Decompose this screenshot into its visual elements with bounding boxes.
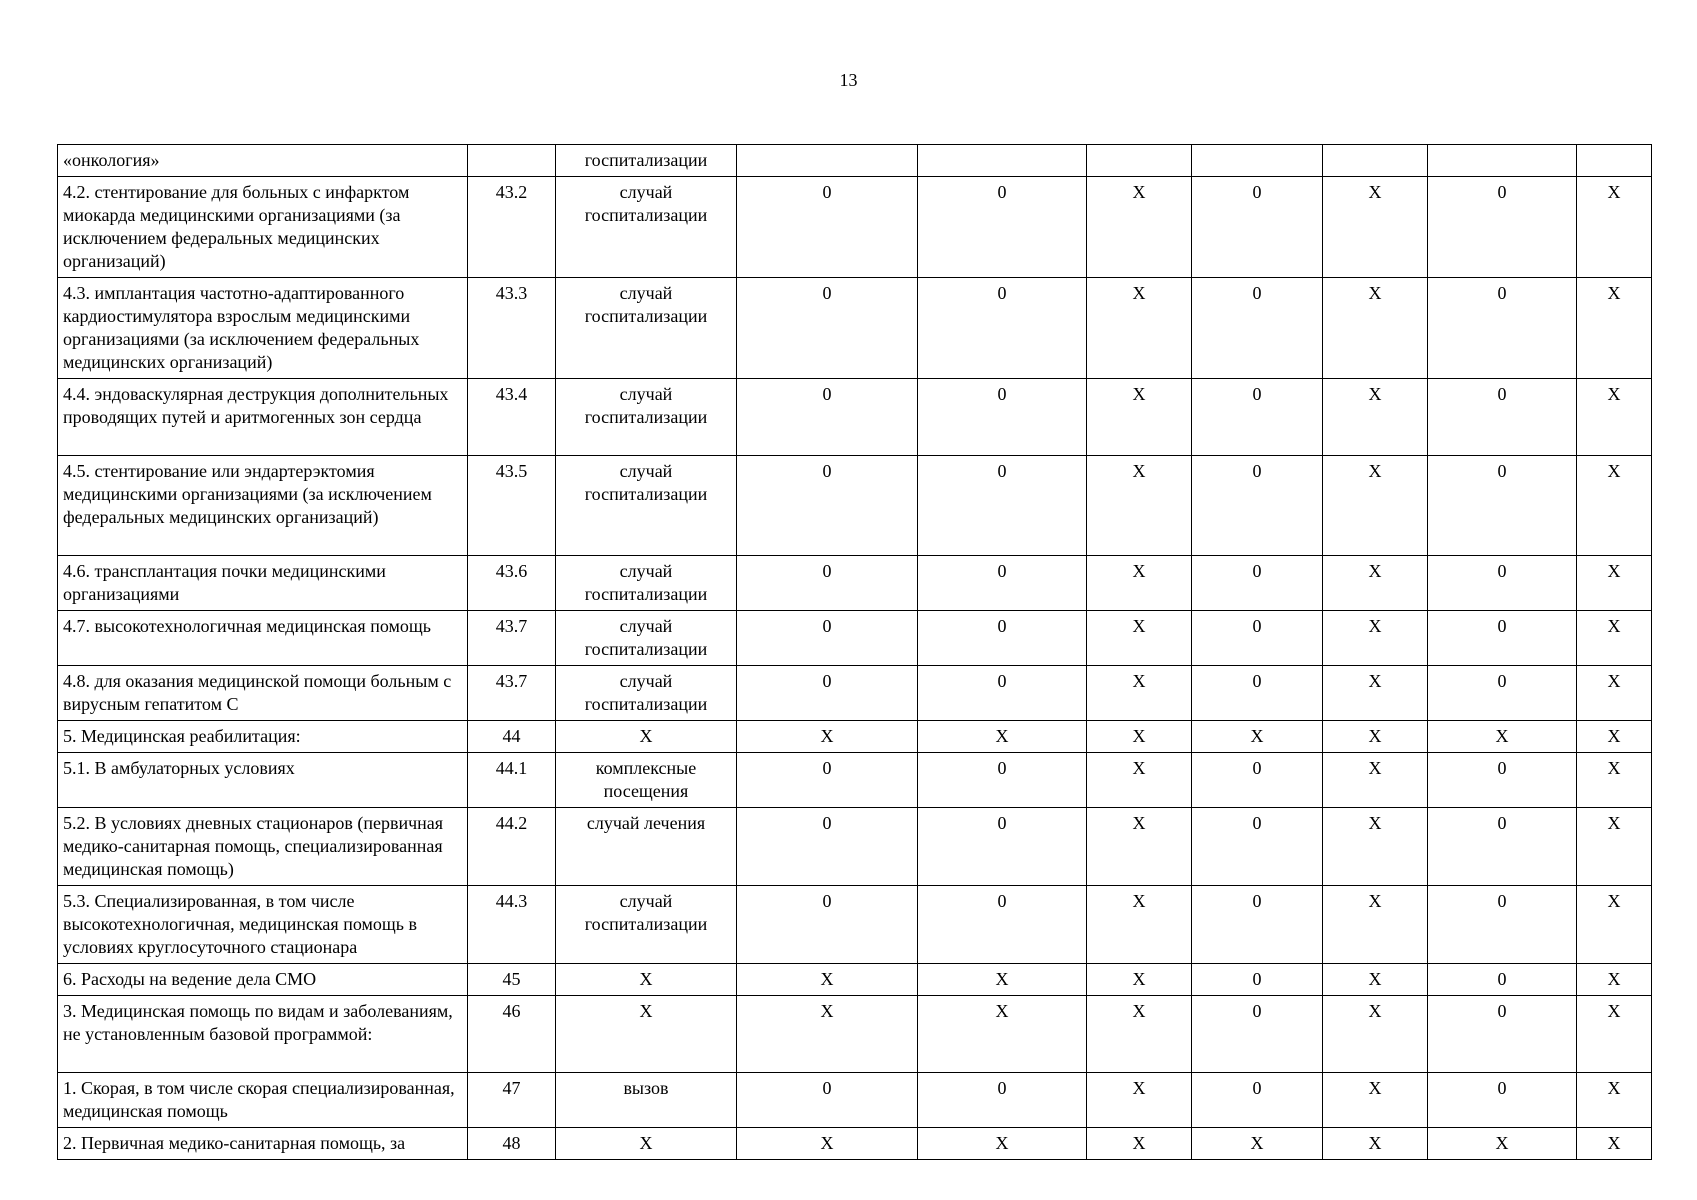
value-cell-3: Х	[1087, 753, 1192, 808]
value-cell-6: 0	[1428, 886, 1577, 964]
table-row	[58, 666, 1652, 721]
value-cell-1: 0	[737, 611, 918, 666]
value-cell-5: Х	[1323, 808, 1428, 886]
table-row	[58, 145, 1652, 177]
code-cell: 47	[468, 1073, 556, 1128]
value-cell-1: 0	[737, 556, 918, 611]
value-cell-4: 0	[1192, 379, 1323, 456]
unit-cell: случай госпитализации	[556, 611, 737, 666]
name-cell: 4.6. трансплантация почки медицинскими организациями	[58, 556, 468, 611]
value-cell-4: 0	[1192, 964, 1323, 996]
code-cell: 44.3	[468, 886, 556, 964]
unit-cell: случай госпитализации	[556, 278, 737, 379]
unit-cell: случай лечения	[556, 808, 737, 886]
unit-cell: случай госпитализации	[556, 177, 737, 278]
value-cell-5: Х	[1323, 379, 1428, 456]
value-cell-1: Х	[737, 964, 918, 996]
table-row	[58, 556, 1652, 611]
page-number: 13	[839, 70, 858, 90]
code-cell: 43.5	[468, 456, 556, 556]
table-row	[58, 278, 1652, 379]
value-cell-4: 0	[1192, 456, 1323, 556]
unit-cell: случай госпитализации	[556, 666, 737, 721]
value-cell-7: Х	[1577, 721, 1652, 753]
value-cell-5: Х	[1323, 456, 1428, 556]
value-cell-6: 0	[1428, 177, 1577, 278]
value-cell-4: Х	[1192, 1128, 1323, 1160]
value-cell-7: Х	[1577, 808, 1652, 886]
value-cell-6: Х	[1428, 1128, 1577, 1160]
value-cell-1	[737, 145, 918, 177]
value-cell-6: 0	[1428, 611, 1577, 666]
value-cell-4: 0	[1192, 996, 1323, 1073]
value-cell-5: Х	[1323, 177, 1428, 278]
value-cell-1: 0	[737, 456, 918, 556]
name-cell: 2. Первичная медико-санитарная помощь, за	[58, 1128, 468, 1160]
value-cell-6: 0	[1428, 379, 1577, 456]
value-cell-4: 0	[1192, 278, 1323, 379]
name-cell: 4.3. имплантация частотно-адаптированного кардиостимулятора взрослым медицинскими организациями (за исключением федеральных медицинских организаций)	[58, 278, 468, 379]
value-cell-1: 0	[737, 753, 918, 808]
value-cell-5	[1323, 145, 1428, 177]
value-cell-3: Х	[1087, 996, 1192, 1073]
code-cell: 44	[468, 721, 556, 753]
value-cell-4: 0	[1192, 666, 1323, 721]
code-cell: 43.6	[468, 556, 556, 611]
value-cell-2: Х	[918, 996, 1087, 1073]
value-cell-6: 0	[1428, 278, 1577, 379]
value-cell-2: 0	[918, 456, 1087, 556]
name-cell: 1. Скорая, в том числе скорая специализированная, медицинская помощь	[58, 1073, 468, 1128]
unit-cell: случай госпитализации	[556, 456, 737, 556]
value-cell-5: Х	[1323, 666, 1428, 721]
code-cell: 48	[468, 1128, 556, 1160]
value-cell-4: 0	[1192, 177, 1323, 278]
value-cell-5: Х	[1323, 1073, 1428, 1128]
value-cell-1: Х	[737, 996, 918, 1073]
value-cell-5: Х	[1323, 278, 1428, 379]
name-cell: 4.8. для оказания медицинской помощи больным с вирусным гепатитом С	[58, 666, 468, 721]
value-cell-2: Х	[918, 964, 1087, 996]
name-cell: 4.7. высокотехнологичная медицинская помощь	[58, 611, 468, 666]
value-cell-5: Х	[1323, 996, 1428, 1073]
table-row	[58, 886, 1652, 964]
value-cell-5: Х	[1323, 753, 1428, 808]
value-cell-6: 0	[1428, 556, 1577, 611]
value-cell-2: 0	[918, 666, 1087, 721]
value-cell-6: 0	[1428, 753, 1577, 808]
value-cell-7: Х	[1577, 964, 1652, 996]
value-cell-7: Х	[1577, 886, 1652, 964]
value-cell-6: 0	[1428, 964, 1577, 996]
value-cell-3: Х	[1087, 808, 1192, 886]
value-cell-1: 0	[737, 886, 918, 964]
value-cell-6: 0	[1428, 456, 1577, 556]
unit-cell: вызов	[556, 1073, 737, 1128]
unit-cell: Х	[556, 996, 737, 1073]
value-cell-7: Х	[1577, 278, 1652, 379]
code-cell	[468, 145, 556, 177]
value-cell-3: Х	[1087, 1073, 1192, 1128]
value-cell-1: 0	[737, 666, 918, 721]
value-cell-2: 0	[918, 556, 1087, 611]
value-cell-3: Х	[1087, 666, 1192, 721]
code-cell: 43.7	[468, 611, 556, 666]
unit-cell: случай госпитализации	[556, 886, 737, 964]
value-cell-7: Х	[1577, 177, 1652, 278]
value-cell-3: Х	[1087, 721, 1192, 753]
value-cell-4: 0	[1192, 886, 1323, 964]
value-cell-4: 0	[1192, 1073, 1323, 1128]
table-row	[58, 1128, 1652, 1160]
name-cell: 5. Медицинская реабилитация:	[58, 721, 468, 753]
value-cell-7: Х	[1577, 996, 1652, 1073]
table-row	[58, 456, 1652, 556]
unit-cell: комплексные посещения	[556, 753, 737, 808]
value-cell-2: Х	[918, 721, 1087, 753]
value-cell-1: Х	[737, 721, 918, 753]
value-cell-3	[1087, 145, 1192, 177]
unit-cell: Х	[556, 964, 737, 996]
code-cell: 44.1	[468, 753, 556, 808]
value-cell-7: Х	[1577, 379, 1652, 456]
value-cell-3: Х	[1087, 1128, 1192, 1160]
unit-cell: случай госпитализации	[556, 556, 737, 611]
value-cell-2: 0	[918, 611, 1087, 666]
value-cell-5: Х	[1323, 721, 1428, 753]
value-cell-3: Х	[1087, 379, 1192, 456]
code-cell: 46	[468, 996, 556, 1073]
value-cell-5: Х	[1323, 1128, 1428, 1160]
value-cell-2: 0	[918, 177, 1087, 278]
code-cell: 44.2	[468, 808, 556, 886]
value-cell-1: 0	[737, 379, 918, 456]
value-cell-2: 0	[918, 278, 1087, 379]
value-cell-2: Х	[918, 1128, 1087, 1160]
table-row	[58, 1073, 1652, 1128]
value-cell-4	[1192, 145, 1323, 177]
value-cell-5: Х	[1323, 964, 1428, 996]
value-cell-7: Х	[1577, 456, 1652, 556]
value-cell-7: Х	[1577, 1128, 1652, 1160]
value-cell-1: 0	[737, 808, 918, 886]
unit-cell: госпитализации	[556, 145, 737, 177]
value-cell-7: Х	[1577, 611, 1652, 666]
value-cell-5: Х	[1323, 556, 1428, 611]
value-cell-1: 0	[737, 278, 918, 379]
name-cell: 4.4. эндоваскулярная деструкция дополнительных проводящих путей и аритмогенных зон сердца	[58, 379, 468, 456]
value-cell-6: 0	[1428, 996, 1577, 1073]
value-cell-3: Х	[1087, 611, 1192, 666]
value-cell-2: 0	[918, 808, 1087, 886]
name-cell: 5.3. Специализированная, в том числе высокотехнологичная, медицинская помощь в условиях круглосуточного стационара	[58, 886, 468, 964]
code-cell: 45	[468, 964, 556, 996]
table-row	[58, 379, 1652, 456]
value-cell-1: 0	[737, 1073, 918, 1128]
value-cell-3: Х	[1087, 456, 1192, 556]
value-cell-7	[1577, 145, 1652, 177]
value-cell-6: 0	[1428, 808, 1577, 886]
name-cell: 4.5. стентирование или эндартерэктомия медицинскими организациями (за исключением федеральных медицинских организаций)	[58, 456, 468, 556]
name-cell: 6. Расходы на ведение дела СМО	[58, 964, 468, 996]
table-row	[58, 177, 1652, 278]
value-cell-6: 0	[1428, 1073, 1577, 1128]
value-cell-3: Х	[1087, 177, 1192, 278]
value-cell-4: 0	[1192, 556, 1323, 611]
value-cell-4: 0	[1192, 611, 1323, 666]
value-cell-2: 0	[918, 753, 1087, 808]
name-cell: 5.1. В амбулаторных условиях	[58, 753, 468, 808]
name-cell: 3. Медицинская помощь по видам и заболеваниям, не установленным базовой программой:	[58, 996, 468, 1073]
name-cell: 4.2. стентирование для больных с инфарктом миокарда медицинскими организациями (за исключением федеральных медицинских организаций)	[58, 177, 468, 278]
value-cell-2: 0	[918, 1073, 1087, 1128]
value-cell-3: Х	[1087, 556, 1192, 611]
table-row	[58, 964, 1652, 996]
table-row	[58, 753, 1652, 808]
value-cell-1: 0	[737, 177, 918, 278]
code-cell: 43.4	[468, 379, 556, 456]
value-cell-6: 0	[1428, 666, 1577, 721]
value-cell-6	[1428, 145, 1577, 177]
table-row	[58, 996, 1652, 1073]
value-cell-2: 0	[918, 379, 1087, 456]
value-cell-3: Х	[1087, 886, 1192, 964]
value-cell-4: Х	[1192, 721, 1323, 753]
unit-cell: случай госпитализации	[556, 379, 737, 456]
value-cell-2: 0	[918, 886, 1087, 964]
name-cell: «онкология»	[58, 145, 468, 177]
value-cell-5: Х	[1323, 611, 1428, 666]
unit-cell: Х	[556, 1128, 737, 1160]
value-cell-4: 0	[1192, 753, 1323, 808]
value-cell-2	[918, 145, 1087, 177]
unit-cell: Х	[556, 721, 737, 753]
value-cell-7: Х	[1577, 556, 1652, 611]
value-cell-6: Х	[1428, 721, 1577, 753]
value-cell-3: Х	[1087, 278, 1192, 379]
value-cell-7: Х	[1577, 1073, 1652, 1128]
data-table	[57, 144, 1652, 1160]
value-cell-4: 0	[1192, 808, 1323, 886]
table-row	[58, 721, 1652, 753]
value-cell-7: Х	[1577, 753, 1652, 808]
value-cell-1: Х	[737, 1128, 918, 1160]
table-row	[58, 808, 1652, 886]
name-cell: 5.2. В условиях дневных стационаров (первичная медико-санитарная помощь, специализированная медицинская помощь)	[58, 808, 468, 886]
code-cell: 43.2	[468, 177, 556, 278]
value-cell-5: Х	[1323, 886, 1428, 964]
code-cell: 43.3	[468, 278, 556, 379]
value-cell-7: Х	[1577, 666, 1652, 721]
table-row	[58, 611, 1652, 666]
value-cell-3: Х	[1087, 964, 1192, 996]
code-cell: 43.7	[468, 666, 556, 721]
